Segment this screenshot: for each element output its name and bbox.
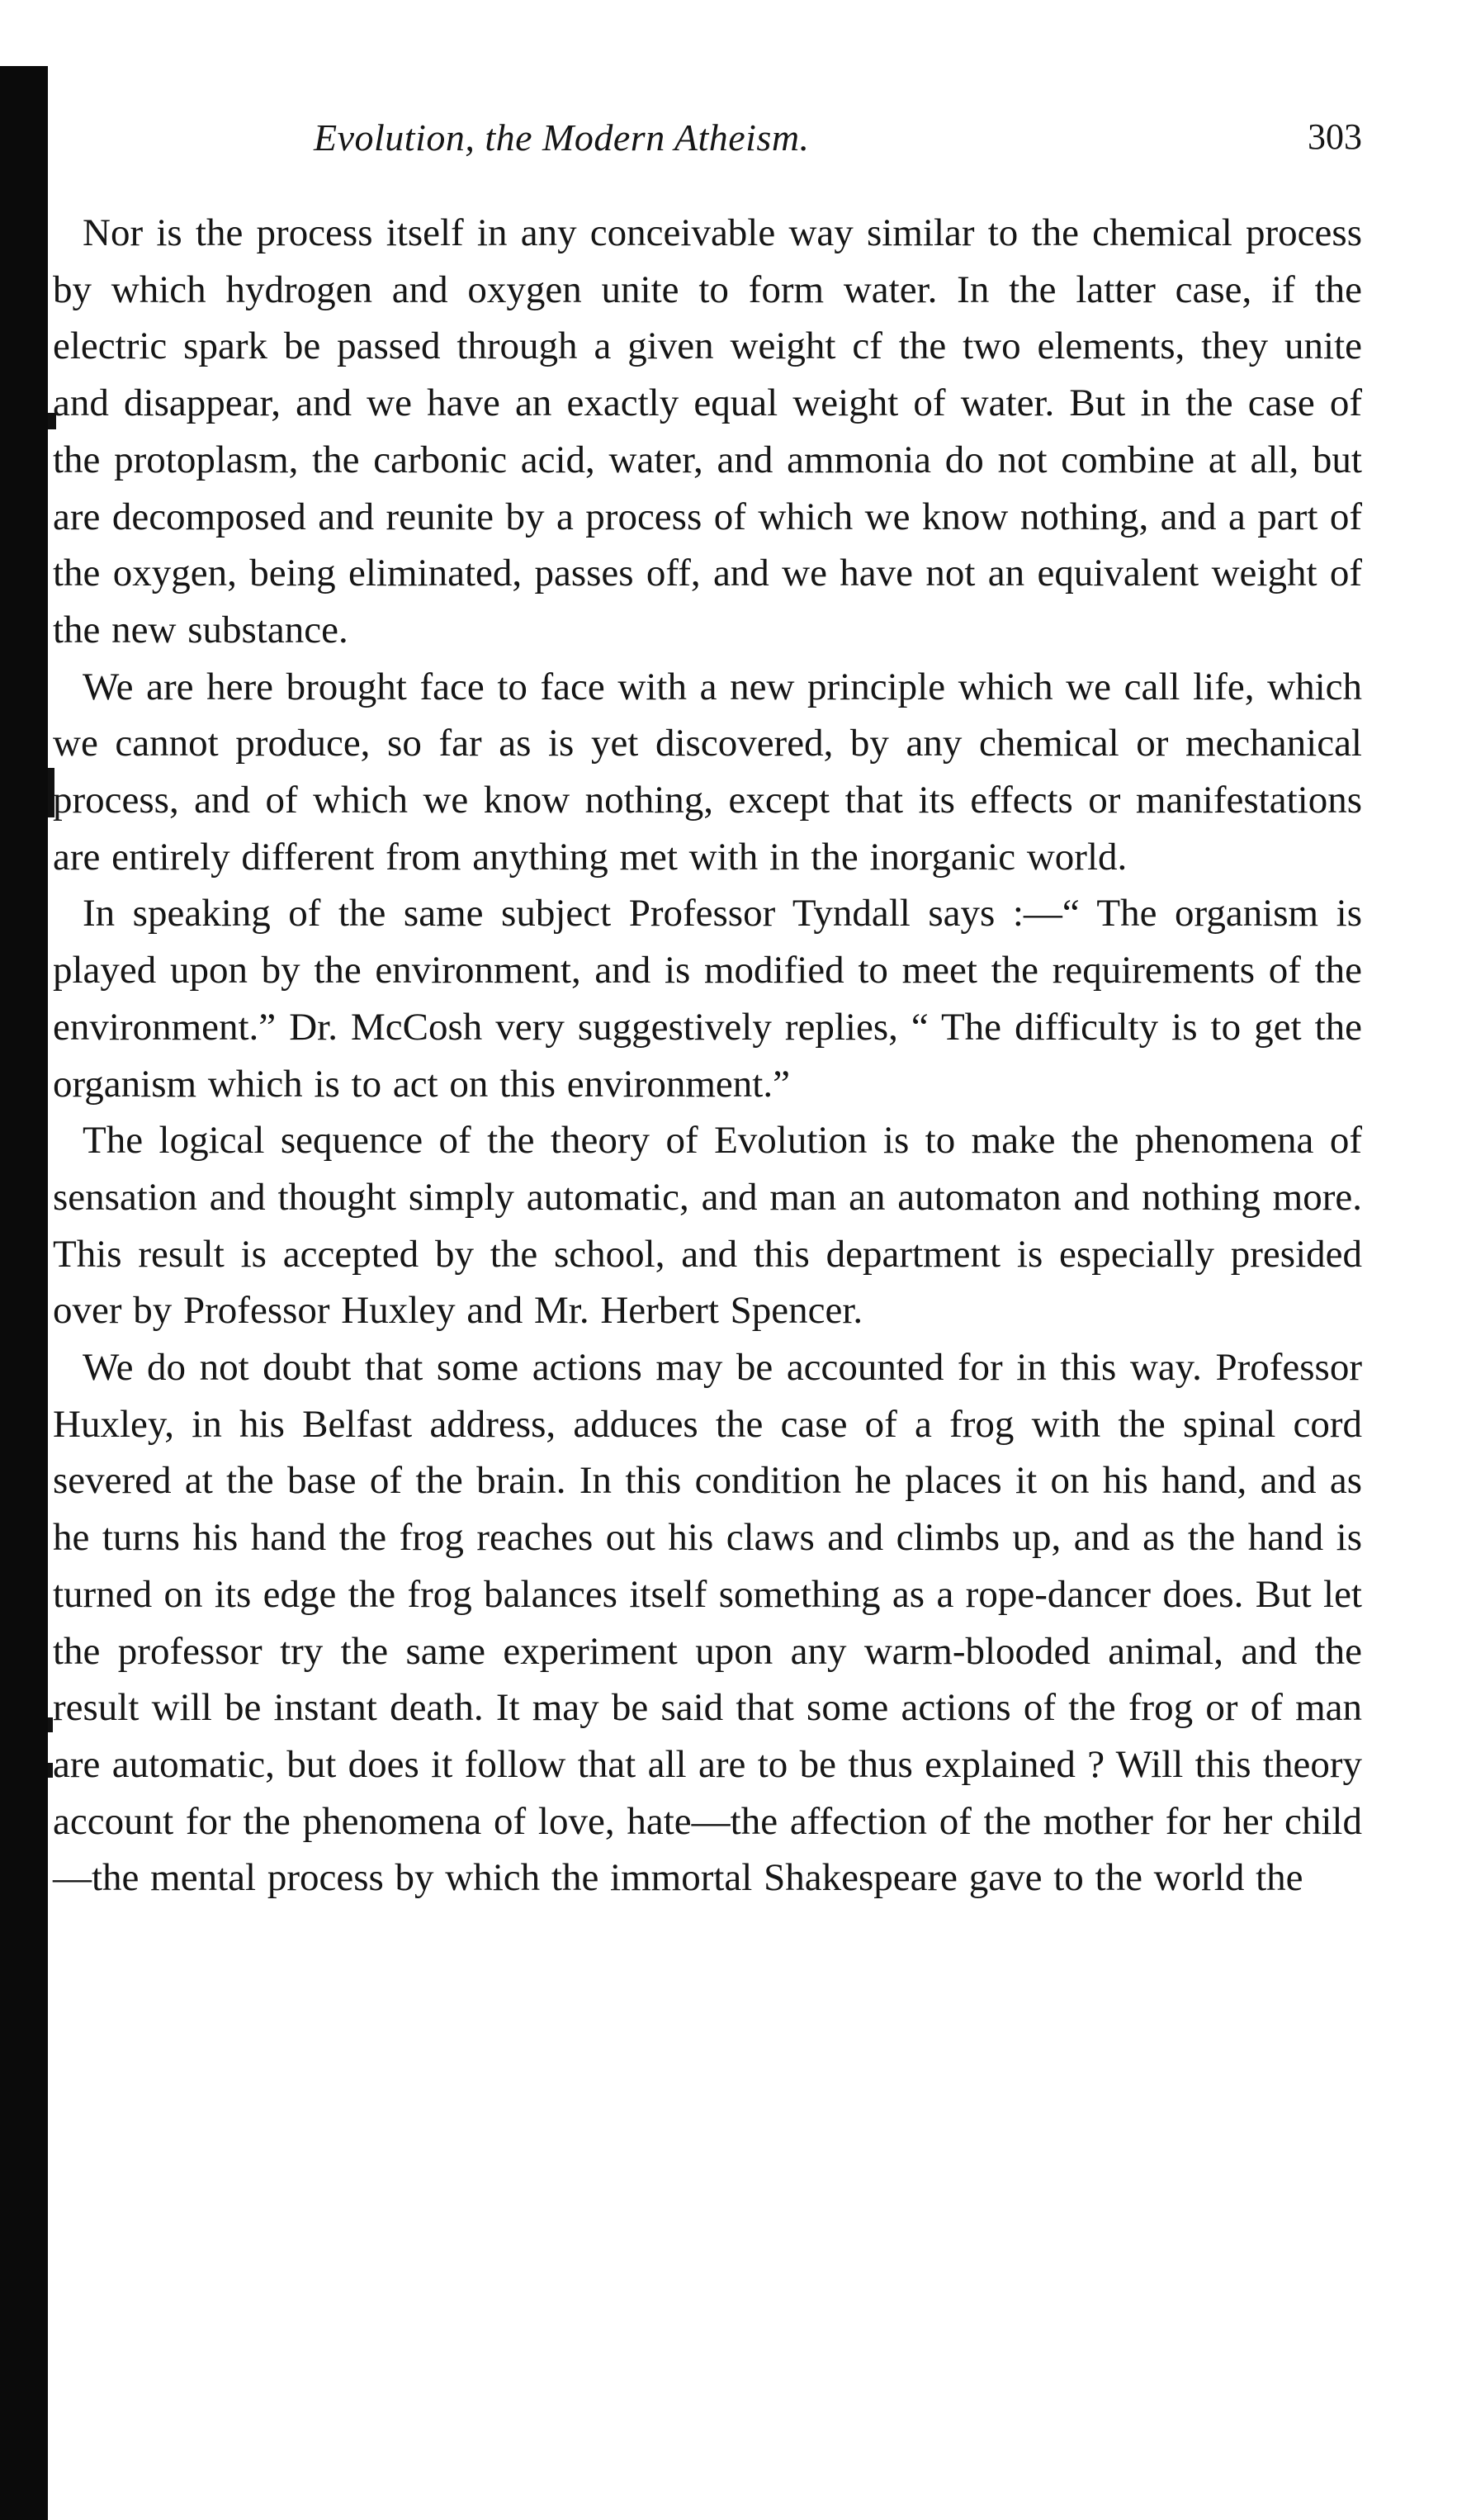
- page-header: [314, 116, 1362, 173]
- body-text: [53, 205, 1362, 1907]
- book-page: [50, 0, 1370, 2520]
- paragraph-4: The logical sequence of the theory of Evolution is to make the phenomena of sensation and thought simply automatic, and man an automaton and nothing more. This result is accepted by the school, and this department is especially presided over by Professor Huxley and Mr. Herbert Spencer.: [53, 1119, 1362, 1333]
- page-number: 303: [1308, 116, 1362, 157]
- running-head: Evolution, the Modern Atheism.: [314, 116, 810, 159]
- paragraph-1: Nor is the process itself in any conceivable way similar to the chemical process by which hydrogen and oxygen unite to form water. In the latter case, if the electric spark be passed through a given weight cf the two elements, they unite and disappear, and we have an exactly equal weight of water. But in the case of the protoplasm, the carbonic acid, water, and ammonia do not combine at all, but are decomposed and reunite by a process of which we know nothing, and a part of the oxygen, being eliminated, passes off, and we have not an equivalent weight of the new substance.: [53, 211, 1362, 651]
- paragraph-3: In speaking of the same subject Professor Tyndall says :—“ The organism is played upon by the environment, and is modified to meet the requirements of the environment.” Dr. McCosh very suggestively replies, “ The difficulty is to get the organism which is to act on this environment.”: [53, 892, 1362, 1106]
- paragraph-2: We are here brought face to face with a new principle which we call life, which we cannot produce, so far as is yet discovered, by any chemical or mechanical process, and of which we know nothing, except that its effects or manifestations are entirely different from anything met with in the inorganic world.: [53, 665, 1362, 879]
- binding-shadow: [0, 66, 48, 2520]
- paragraph-5: We do not doubt that some actions may be accounted for in this way. Professor Huxley, in his Belfast address, adduces the case of a frog with the spinal cord severed at the base of the brain. In this condition he places it on his hand, and as he turns his hand the frog reaches out his claws and climbs up, and as the hand is turned on its edge the frog balances itself something as a rope-dancer does. But let the professor try the same experiment upon any warm-blooded animal, and the result will be instant death. It may be said that some actions of the frog or of man are automatic, but does it follow that all are to be thus explained ? Will this theory account for the phenomena of love, hate—the affection of the mother for her child—the mental process by which the immortal Shakespeare gave to the world the: [53, 1346, 1362, 1900]
